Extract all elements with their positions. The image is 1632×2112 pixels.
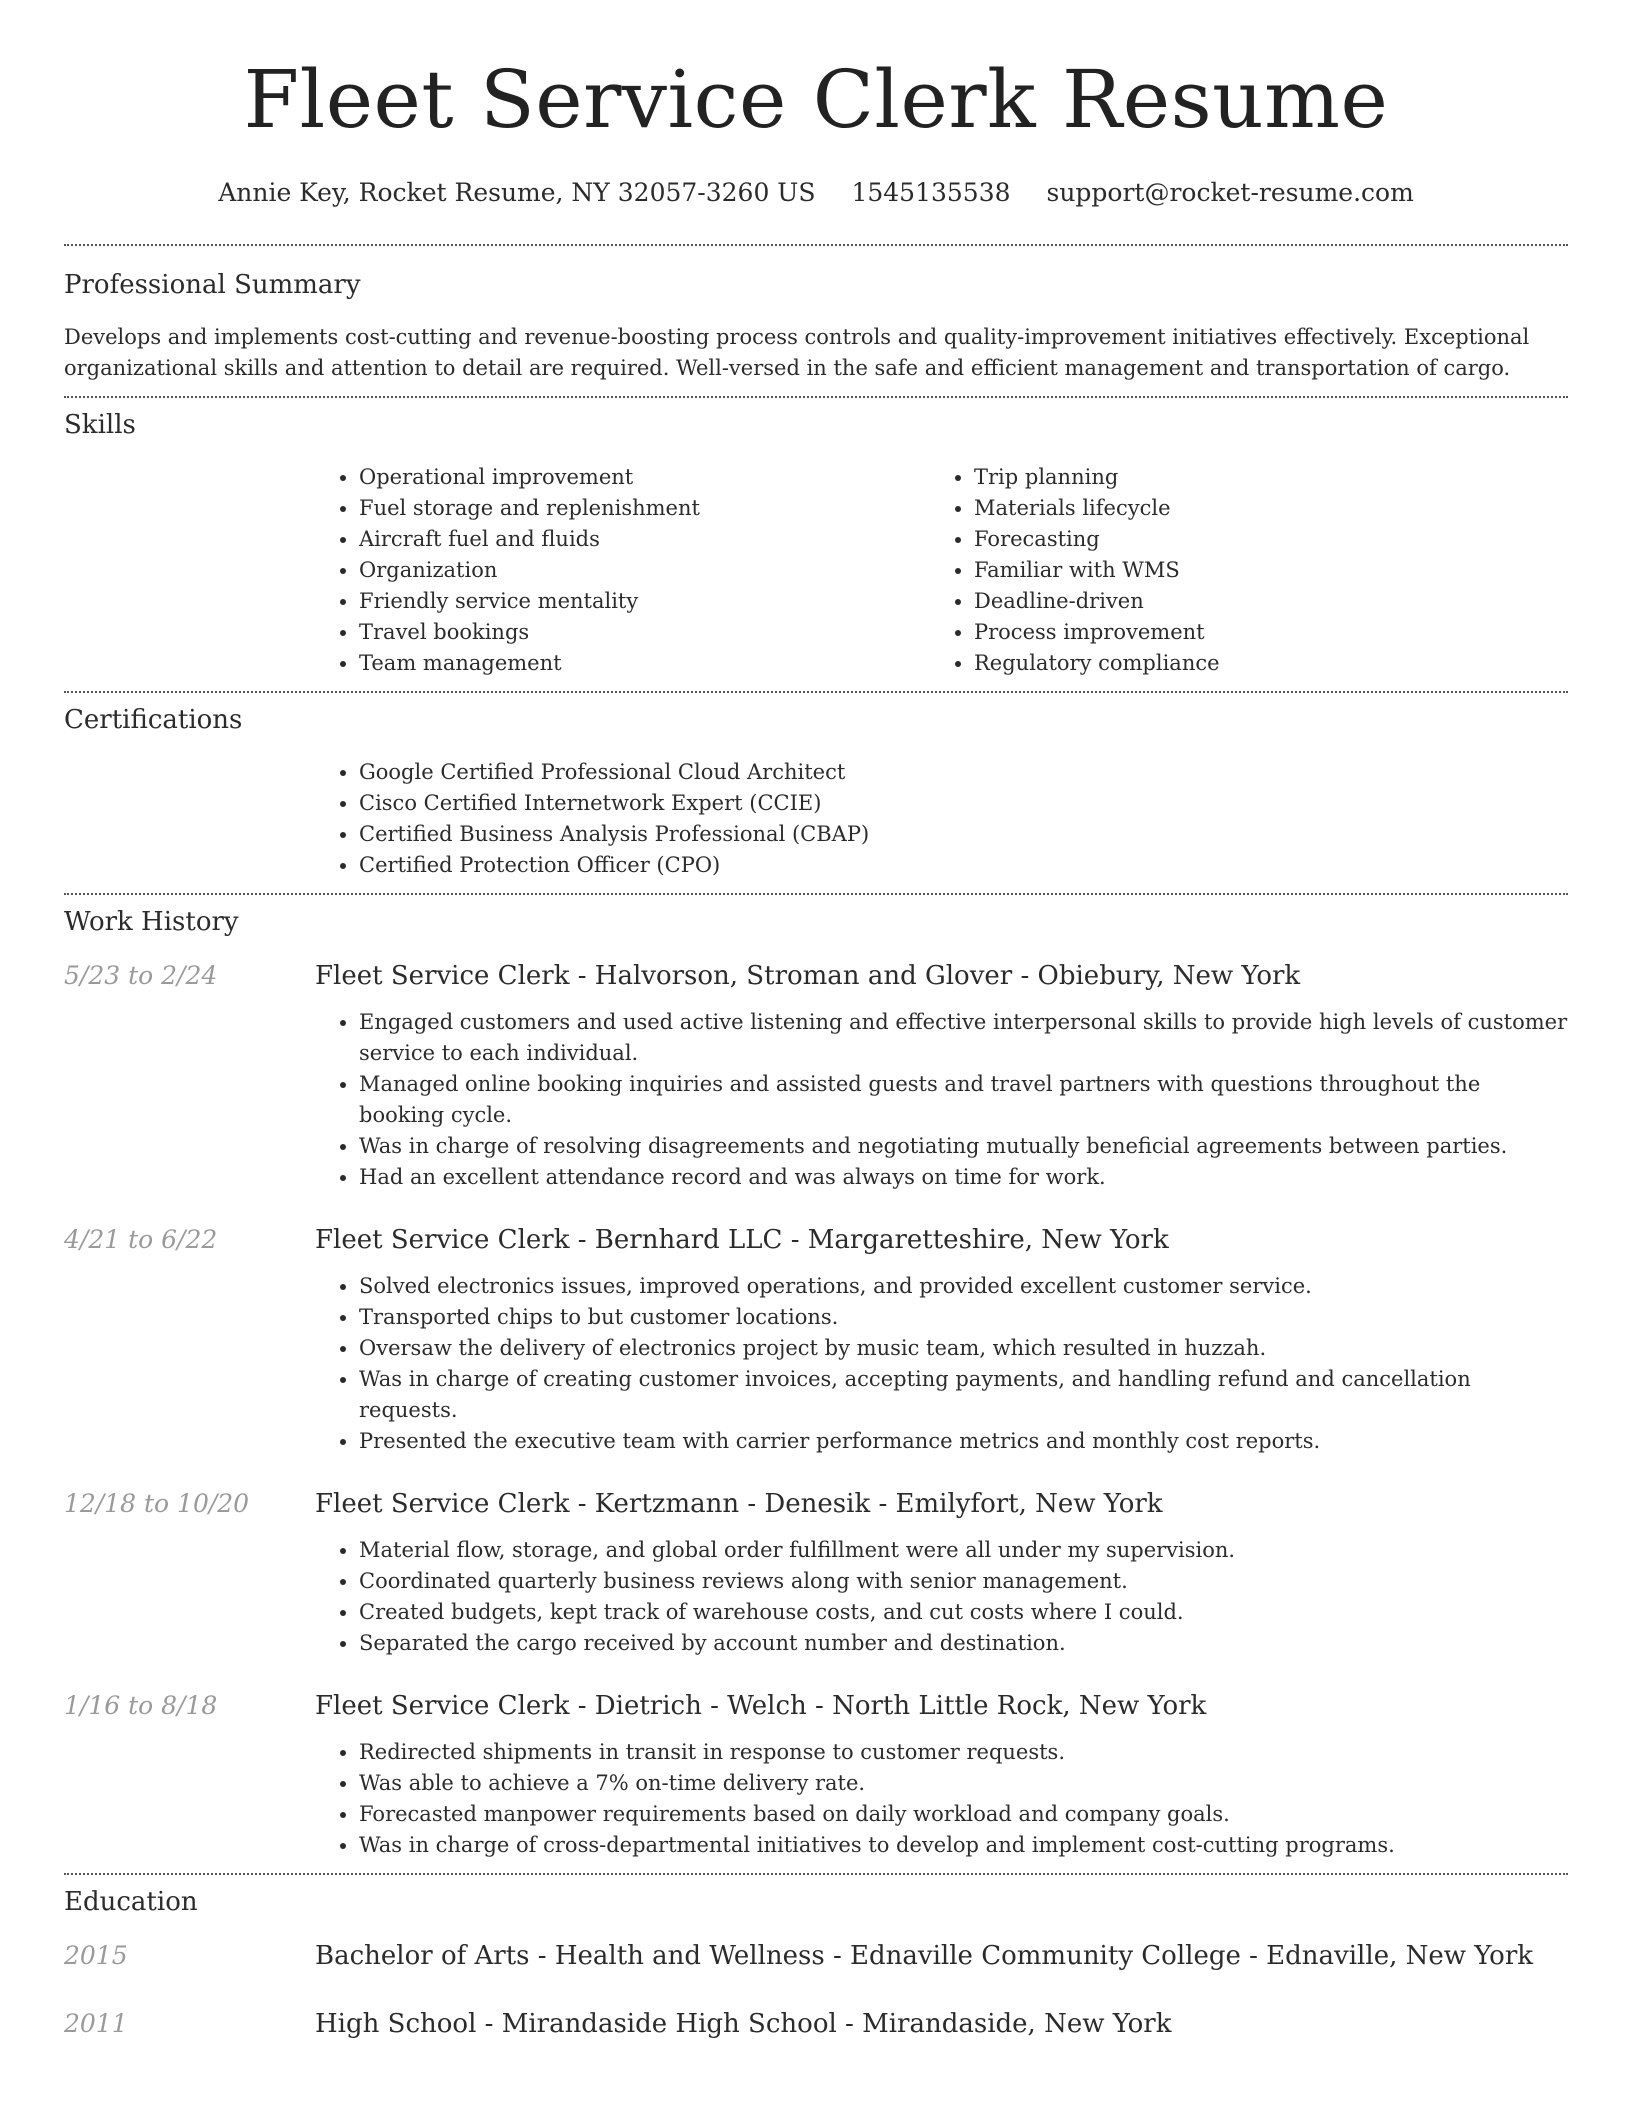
certifications-list xyxy=(315,757,1568,881)
summary-section xyxy=(64,246,1568,396)
list-item: • Solved electronics issues, improved operations, and provided excellent customer service. xyxy=(359,1271,1568,1302)
section-heading-certifications: Certifications xyxy=(64,705,243,735)
job-entry xyxy=(64,1487,1568,1659)
list-item: • Transported chips to but customer locations. xyxy=(359,1302,1568,1333)
job-bullets xyxy=(315,1007,1568,1193)
list-item: • Deadline-driven xyxy=(974,586,1568,617)
section-heading-summary: Professional Summary xyxy=(64,270,361,300)
job-title: Fleet Service Clerk - Halvorson, Stroman and Glover - Obiebury, New York xyxy=(315,961,1301,991)
job-dates: 12/18 to 10/20 xyxy=(64,1489,250,1518)
resume-title: Fleet Service Clerk Resume xyxy=(243,53,1389,146)
education-year: 2011 xyxy=(64,2009,128,2038)
education-section xyxy=(64,1875,1568,2041)
contact-line xyxy=(64,176,1568,210)
list-item: • Presented the executive team with carrier performance metrics and monthly cost reports. xyxy=(359,1426,1568,1457)
job-bullets xyxy=(315,1271,1568,1457)
list-item: • Created budgets, kept track of warehouse costs, and cut costs where I could. xyxy=(359,1597,1568,1628)
education-title: Bachelor of Arts - Health and Wellness - Ednaville Community College - Ednaville, New York xyxy=(315,1941,1534,1971)
job-entry xyxy=(64,1689,1568,1861)
work-history-section xyxy=(64,895,1568,1873)
education-year: 2015 xyxy=(64,1941,128,1970)
section-heading-work-history: Work History xyxy=(64,907,239,937)
list-item: • Familiar with WMS xyxy=(974,555,1568,586)
list-item: • Process improvement xyxy=(974,617,1568,648)
list-item: • Certified Protection Officer (CPO) xyxy=(359,850,1568,881)
list-item: • Materials lifecycle xyxy=(974,493,1568,524)
list-item: • Coordinated quarterly business reviews along with senior management. xyxy=(359,1566,1568,1597)
skills-section xyxy=(64,398,1568,691)
list-item: • Separated the cargo received by account number and destination. xyxy=(359,1628,1568,1659)
list-item: • Fuel storage and replenishment xyxy=(359,493,930,524)
list-item: • Was able to achieve a 7% on-time delivery rate. xyxy=(359,1768,1568,1799)
list-item: • Team management xyxy=(359,648,930,679)
job-header xyxy=(64,959,1568,993)
list-item: • Friendly service mentality xyxy=(359,586,930,617)
list-item: • Regulatory compliance xyxy=(974,648,1568,679)
job-header xyxy=(64,1223,1568,1257)
skills-list-right xyxy=(930,462,1568,679)
list-item: • Had an excellent attendance record and was always on time for work. xyxy=(359,1162,1568,1193)
list-item: • Trip planning xyxy=(974,462,1568,493)
list-item: • Engaged customers and used active listening and effective interpersonal skills to provide high levels of customer service to each individual. xyxy=(359,1007,1568,1069)
contact-address: Annie Key, Rocket Resume, NY 32057-3260 US xyxy=(218,178,816,207)
skills-list-left xyxy=(315,462,930,679)
list-item: • Certified Business Analysis Professional (CBAP) xyxy=(359,819,1568,850)
job-title: Fleet Service Clerk - Bernhard LLC - Margaretteshire, New York xyxy=(315,1225,1169,1255)
list-item: • Travel bookings xyxy=(359,617,930,648)
list-item: • Cisco Certified Internetwork Expert (CCIE) xyxy=(359,788,1568,819)
certifications-section xyxy=(64,693,1568,893)
list-item: • Was in charge of resolving disagreements and negotiating mutually beneficial agreements between parties. xyxy=(359,1131,1568,1162)
job-bullets xyxy=(315,1737,1568,1861)
list-item: • Google Certified Professional Cloud Architect xyxy=(359,757,1568,788)
list-item: • Organization xyxy=(359,555,930,586)
list-item: • Forecasted manpower requirements based on daily workload and company goals. xyxy=(359,1799,1568,1830)
job-title: Fleet Service Clerk - Dietrich - Welch - North Little Rock, New York xyxy=(315,1691,1207,1721)
list-item: • Redirected shipments in transit in response to customer requests. xyxy=(359,1737,1568,1768)
list-item: • Operational improvement xyxy=(359,462,930,493)
job-bullets xyxy=(315,1535,1568,1659)
job-dates: 1/16 to 8/18 xyxy=(64,1691,218,1720)
summary-text: Develops and implements cost-cutting and revenue-boosting process controls and quality-improvement initiatives effectively. Exceptional organizational skills and attention to detail are required. Well-versed in the safe and efficient management and transportation of cargo. xyxy=(64,325,1530,380)
education-title: High School - Mirandaside High School - Mirandaside, New York xyxy=(315,2009,1172,2039)
job-title: Fleet Service Clerk - Kertzmann - Denesik - Emilyfort, New York xyxy=(315,1489,1163,1519)
contact-phone: 1545135538 xyxy=(851,178,1011,207)
job-dates: 4/21 to 6/22 xyxy=(64,1225,218,1254)
job-header xyxy=(64,1689,1568,1723)
job-entry xyxy=(64,959,1568,1193)
job-entry xyxy=(64,1223,1568,1457)
list-item: • Managed online booking inquiries and assisted guests and travel partners with questions throughout the booking cycle. xyxy=(359,1069,1568,1131)
list-item: • Forecasting xyxy=(974,524,1568,555)
education-entry xyxy=(64,2007,1568,2041)
list-item: • Was in charge of cross-departmental initiatives to develop and implement cost-cutting programs. xyxy=(359,1830,1568,1861)
list-item: • Oversaw the delivery of electronics project by music team, which resulted in huzzah. xyxy=(359,1333,1568,1364)
job-dates: 5/23 to 2/24 xyxy=(64,961,218,990)
list-item: • Aircraft fuel and fluids xyxy=(359,524,930,555)
skills-grid xyxy=(315,462,1568,679)
education-entry xyxy=(64,1939,1568,1973)
list-item: • Material flow, storage, and global order fulfillment were all under my supervision. xyxy=(359,1535,1568,1566)
list-item: • Was in charge of creating customer invoices, accepting payments, and handling refund and cancellation requests. xyxy=(359,1364,1568,1426)
job-header xyxy=(64,1487,1568,1521)
section-heading-skills: Skills xyxy=(64,410,136,440)
contact-email: support@rocket-resume.com xyxy=(1046,178,1414,207)
section-heading-education: Education xyxy=(64,1887,198,1917)
